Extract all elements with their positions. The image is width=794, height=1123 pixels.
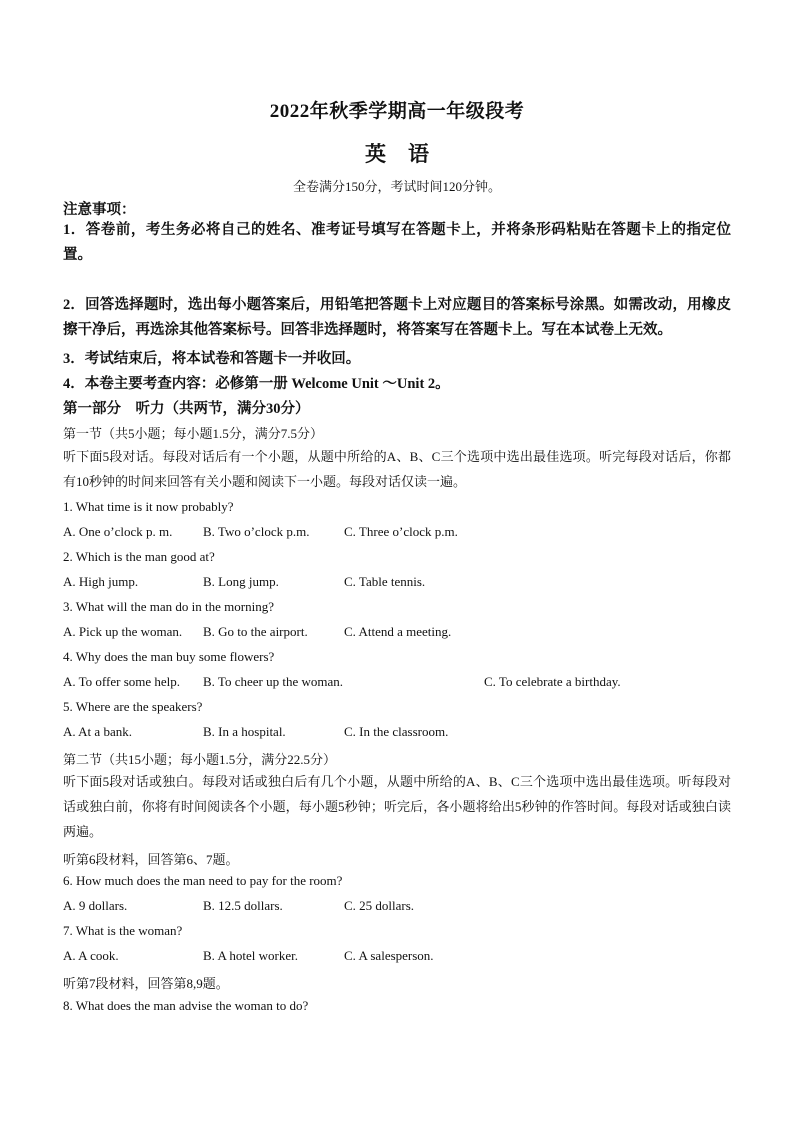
exam-title: 2022年秋季学期高一年级段考 [269,101,525,122]
question-stem: 6. How much does the man need to pay for the room? [63,873,343,888]
question-option: B. To cheer up the woman. [203,674,344,689]
subject-title: 英语 [365,142,451,166]
question-stem: 2. Which is the man good at? [63,549,215,564]
section1-heading: 第一节（共5小题；每小题1.5分，满分7.5分） [63,426,324,441]
question-option: C. In the classroom. [344,724,449,739]
note-item-2: 2．回答选择题时，选出每小题答案后，用铅笔把答题卡上对应题目的答案标号涂黑。如需改动，用橡皮擦干净后，再选涂其他答案标号。回答非选择题时，将答案写在答题卡上。写在本试卷上无效。 [63,297,731,338]
material-6-note: 听第6段材料，回答第6、7题。 [63,852,239,867]
question-option: A. To offer some help. [63,674,181,689]
question-stem: 8. What does the man advise the woman to do? [63,998,309,1013]
part1-heading: 第一部分 听力（共两节，满分30分） [63,401,310,417]
notes-heading: 注意事项： [63,202,136,218]
question-option: B. In a hospital. [203,724,286,739]
question-option: C. Table tennis. [344,574,426,589]
question-stem: 7. What is the woman? [63,923,183,938]
question-option: A. One o’clock p. m. [63,524,173,539]
question-option: C. Three o’clock p.m. [344,524,458,539]
score-info: 全卷满分150分，考试时间120分钟。 [292,179,501,194]
note-item-1: 1．答卷前，考生务必将自己的姓名、准考证号填写在答题卡上，并将条形码粘贴在答题卡上的指定位置。 [63,222,731,263]
question-option: C. 25 dollars. [344,898,415,913]
section2-instructions: 听下面5段对话或独白。每段对话或独白后有几个小题，从题中所给的A、B、C三个选项中选出最佳选项。听每段对话或独白前，你将有时间阅读各个小题，每小题5秒钟；听完后，各小题将给出5秒钟的作答时间。每段对话或独白读两遍。 [63,774,731,839]
question-option: A. High jump. [63,574,139,589]
question-stem: 3. What will the man do in the morning? [63,599,274,614]
material-7-note: 听第7段材料，回答第8,9题。 [63,976,229,991]
note-item-4: 4．本卷主要考查内容：必修第一册 Welcome Unit ～Unit 2。 [63,376,450,392]
question-option: C. A salesperson. [344,948,434,963]
section2-heading: 第二节（共15小题；每小题1.5分，满分22.5分） [63,752,337,767]
question-option: A. A cook. [63,948,119,963]
question-option: A. 9 dollars. [63,898,128,913]
question-stem: 4. Why does the man buy some flowers? [63,649,275,664]
question-option: B. 12.5 dollars. [203,898,283,913]
question-option: C. To celebrate a birthday. [484,674,621,689]
question-stem: 1. What time is it now probably? [63,499,234,514]
question-option: B. Long jump. [203,574,279,589]
note-item-3: 3．考试结束后，将本试卷和答题卡一并收回。 [63,351,361,367]
question-option: B. A hotel worker. [203,948,298,963]
section1-instructions: 听下面5段对话。每段对话后有一个小题，从题中所给的A、B、C三个选项中选出最佳选项。听完每段对话后，你都有10秒钟的时间来回答有关小题和阅读下一小题。每段对话仅读一遍。 [63,449,731,489]
question-option: A. At a bank. [63,724,132,739]
question-stem: 5. Where are the speakers? [63,699,203,714]
question-option: C. Attend a meeting. [344,624,452,639]
question-option: B. Two o’clock p.m. [203,524,310,539]
question-option: B. Go to the airport. [203,624,308,639]
question-option: A. Pick up the woman. [63,624,183,639]
